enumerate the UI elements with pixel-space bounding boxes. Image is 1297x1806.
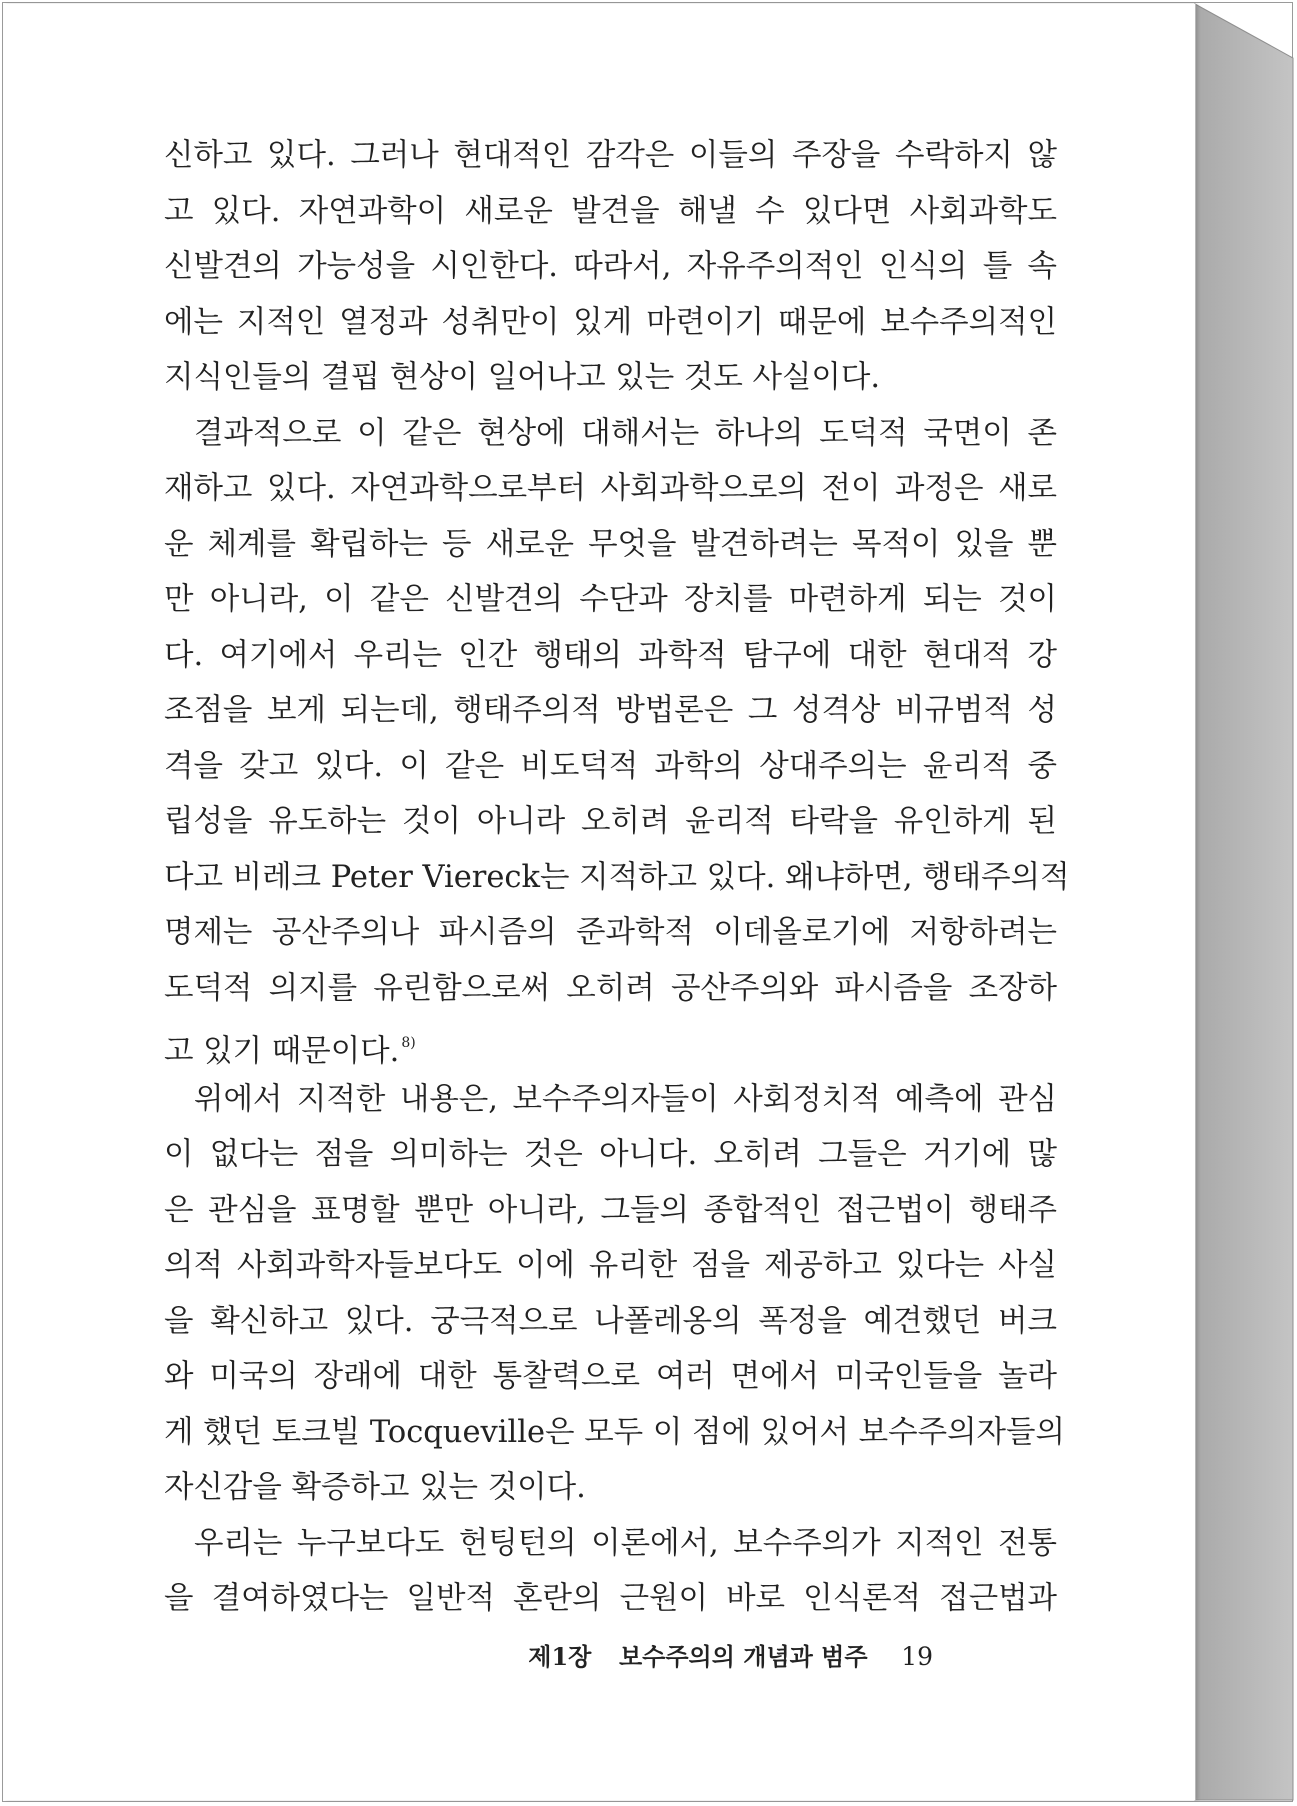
footnote-marker[interactable]: 8): [401, 1035, 416, 1051]
text-line: 도덕적 의지를 유린함으로써 오히려 공산주의와 파시즘을 조장하: [164, 970, 1057, 1006]
text-line: 립성을 유도하는 것이 아니라 오히려 윤리적 타락을 유인하게 된: [164, 804, 1057, 839]
text-line: 조점을 보게 되는데, 행태주의적 방법론은 그 성격상 비규범적 성: [164, 693, 1057, 728]
text-line: 위에서 지적한 내용은, 보수주의자들이 사회정치적 예측에 관심: [194, 1081, 1057, 1117]
text-line: 을 결여하였다는 일반적 혼란의 근원이 바로 인식론적 접근법과: [164, 1581, 1057, 1616]
text-line: 게 했던 토크빌 Tocqueville은 모두 이 점에 있어서 보수주의자들의: [164, 1414, 1065, 1450]
text-line: 에는 지적인 열정과 성취만이 있게 마련이기 때문에 보수주의적인: [164, 304, 1057, 340]
text-line: 의적 사회과학자들보다도 이에 유리한 점을 제공하고 있다는 사실: [164, 1248, 1057, 1283]
text-line: 을 확신하고 있다. 궁극적으로 나폴레옹의 폭정을 예견했던 버크: [164, 1303, 1057, 1339]
text-line: 지식인들의 결핍 현상이 일어나고 있는 것도 사실이다.: [164, 360, 881, 395]
text-line: 은 관심을 표명할 뿐만 아니라, 그들의 종합적인 접근법이 행태주: [164, 1192, 1057, 1228]
text-line: 다고 비레크 Peter Viereck는 지적하고 있다. 왜냐하면, 행태주의적: [164, 859, 1070, 895]
text-line: 고 있다. 자연과학이 새로운 발견을 해낼 수 있다면 사회과학도: [164, 193, 1057, 229]
section-title: 보수주의의 개념과 범주: [618, 1642, 868, 1671]
text-line: 운 체계를 확립하는 등 새로운 무엇을 발견하려는 목적이 있을 뿐: [164, 526, 1057, 562]
text-line: 우리는 누구보다도 헌팅턴의 이론에서, 보수주의가 지적인 전통: [194, 1525, 1057, 1561]
text-line: 와 미국의 장래에 대한 통찰력으로 여러 면에서 미국인들을 놀라: [164, 1359, 1057, 1394]
page-number: 19: [901, 1642, 933, 1671]
text-line: 명제는 공산주의나 파시즘의 준과학적 이데올로기에 저항하려는: [164, 915, 1057, 950]
text-line: 신하고 있다. 그러나 현대적인 감각은 이들의 주장을 수락하지 않: [164, 138, 1057, 173]
text-line: 만 아니라, 이 같은 신발견의 수단과 장치를 마련하게 되는 것이: [164, 582, 1057, 617]
text-line: 격을 갖고 있다. 이 같은 비도덕적 과학의 상대주의는 윤리적 중: [164, 748, 1057, 784]
text-line: 자신감을 확증하고 있는 것이다.: [164, 1470, 586, 1505]
text-line: 신발견의 가능성을 시인한다. 따라서, 자유주의적인 인식의 틀 속: [164, 249, 1057, 284]
chapter-label: 제1장: [528, 1642, 592, 1671]
text-line: 이 없다는 점을 의미하는 것은 아니다. 오히려 그들은 거기에 많: [164, 1137, 1057, 1172]
text-line-content: 고 있기 때문이다.: [164, 1034, 400, 1069]
text-line: 재하고 있다. 자연과학으로부터 사회과학으로의 전이 과정은 새로: [164, 471, 1057, 506]
text-line: 다. 여기에서 우리는 인간 행태의 과학적 탐구에 대한 현대적 강: [164, 637, 1057, 673]
running-footer: [528, 1637, 933, 1672]
text-line: 결과적으로 이 같은 현상에 대해서는 하나의 도덕적 국면이 존: [194, 415, 1057, 451]
book-page: [4, 4, 1196, 1800]
text-line: [164, 1016, 1057, 1072]
body-text: [164, 128, 1070, 1627]
